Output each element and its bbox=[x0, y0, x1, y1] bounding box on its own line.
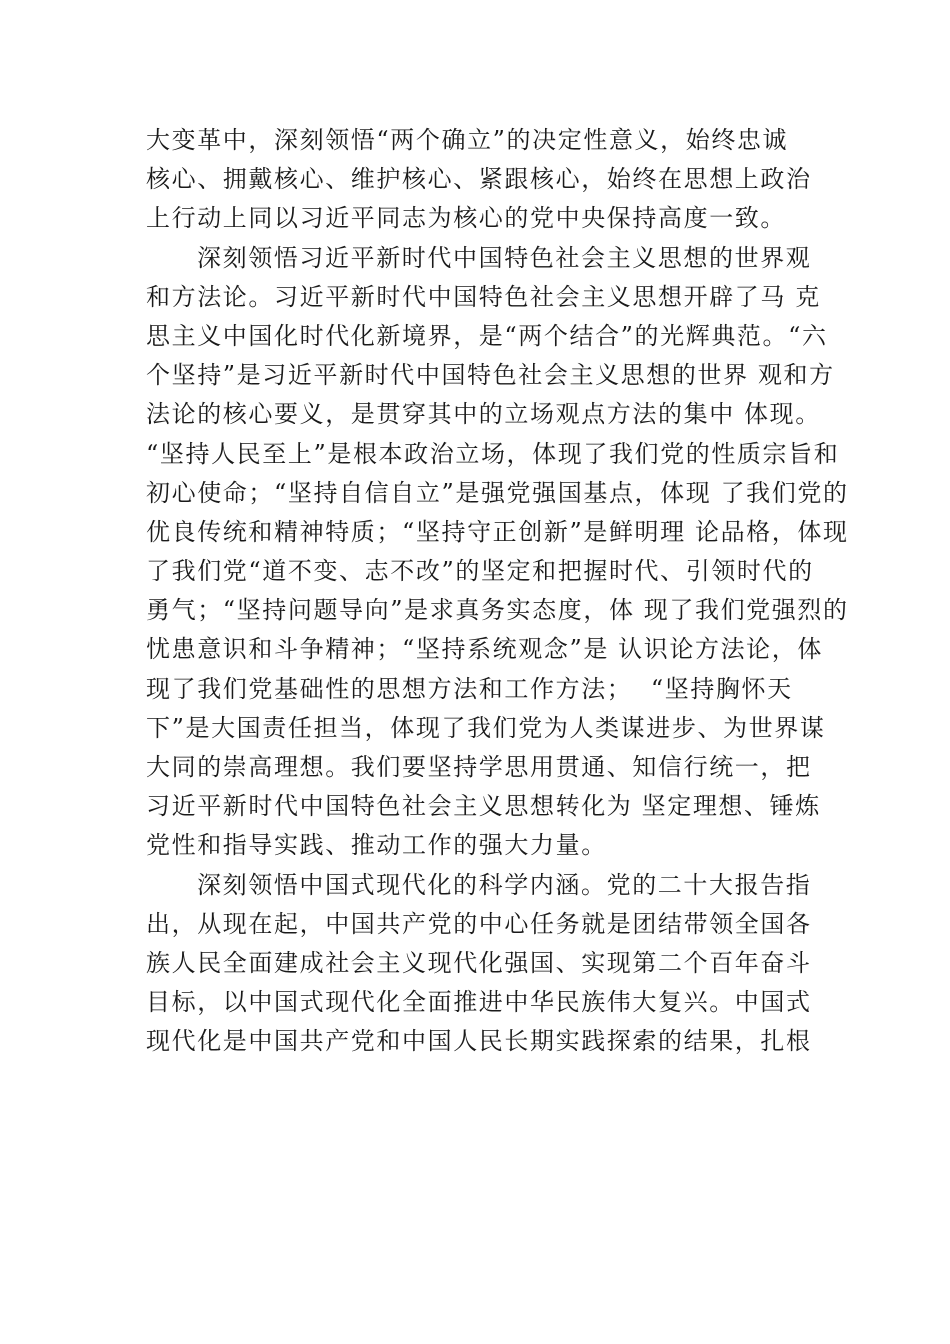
text-line: 现了我们党基础性的思想方法和工作方法； “坚持胸怀天 bbox=[146, 674, 793, 703]
document-body bbox=[146, 121, 849, 1062]
text-line: 勇气；“坚持问题导向”是求真务实态度，体 现了我们党强烈的 bbox=[146, 596, 849, 625]
text-line: 出，从现在起，中国共产党的中心任务就是团结带领全国各 bbox=[146, 909, 812, 938]
text-line: 习近平新时代中国特色社会主义思想转化为 坚定理想、锤炼 bbox=[146, 792, 821, 821]
text-line: 忧患意识和斗争精神；“坚持系统观念”是 认识论方法论，体 bbox=[146, 635, 823, 664]
text-line: 目标，以中国式现代化全面推进中华民族伟大复兴。中国式 bbox=[146, 988, 812, 1017]
text-line: 大同的崇高理想。我们要坚持学思用贯通、知信行统一，把 bbox=[146, 753, 812, 781]
text-line: 核心、拥戴核心、维护核心、紧跟核心，始终在思想上政治 bbox=[146, 165, 812, 194]
text-line: 个坚持”是习近平新时代中国特色社会主义思想的世界 观和方 bbox=[146, 361, 835, 390]
text-line: 族人民全面建成社会主义现代化强国、实现第二个百年奋斗 bbox=[146, 948, 812, 977]
text-line: 和方法论。习近平新时代中国特色社会主义思想开辟了马 克 bbox=[146, 282, 821, 311]
paragraph-first-line: 深刻领悟习近平新时代中国特色社会主义思想的世界观 bbox=[197, 243, 812, 272]
text-line: 大变革中，深刻领悟“两个确立”的决定性意义，始终忠诚 bbox=[146, 126, 789, 154]
text-line: 初心使命；“坚持自信自立”是强党强国基点，体现 了我们党的 bbox=[146, 478, 849, 507]
text-line: “坚持人民至上”是根本政治立场，体现了我们党的性质宗旨和 bbox=[146, 439, 840, 468]
text-line: 上行动上同以习近平同志为核心的党中央保持高度一致。 bbox=[146, 204, 786, 233]
text-line: 现代化是中国共产党和中国人民长期实践探索的结果，扎根 bbox=[146, 1027, 812, 1056]
text-line: 优良传统和精神特质；“坚持守正创新”是鲜明理 论品格，体现 bbox=[146, 517, 849, 546]
text-line: 下”是大国责任担当，体现了我们党为人类谋进步、为世界谋 bbox=[146, 713, 826, 742]
text-line: 了我们党“道不变、志不改”的坚定和把握时代、引领时代的 bbox=[146, 557, 814, 586]
text-line: 党性和指导实践、推动工作的强大力量。 bbox=[146, 831, 607, 860]
text-line: 法论的核心要义，是贯穿其中的立场观点方法的集中 体现。 bbox=[146, 400, 821, 429]
text-line: 思主义中国化时代化新境界，是“两个结合”的光辉典范。“六 bbox=[146, 321, 828, 350]
paragraph-first-line: 深刻领悟中国式现代化的科学内涵。党的二十大报告指 bbox=[197, 870, 812, 899]
